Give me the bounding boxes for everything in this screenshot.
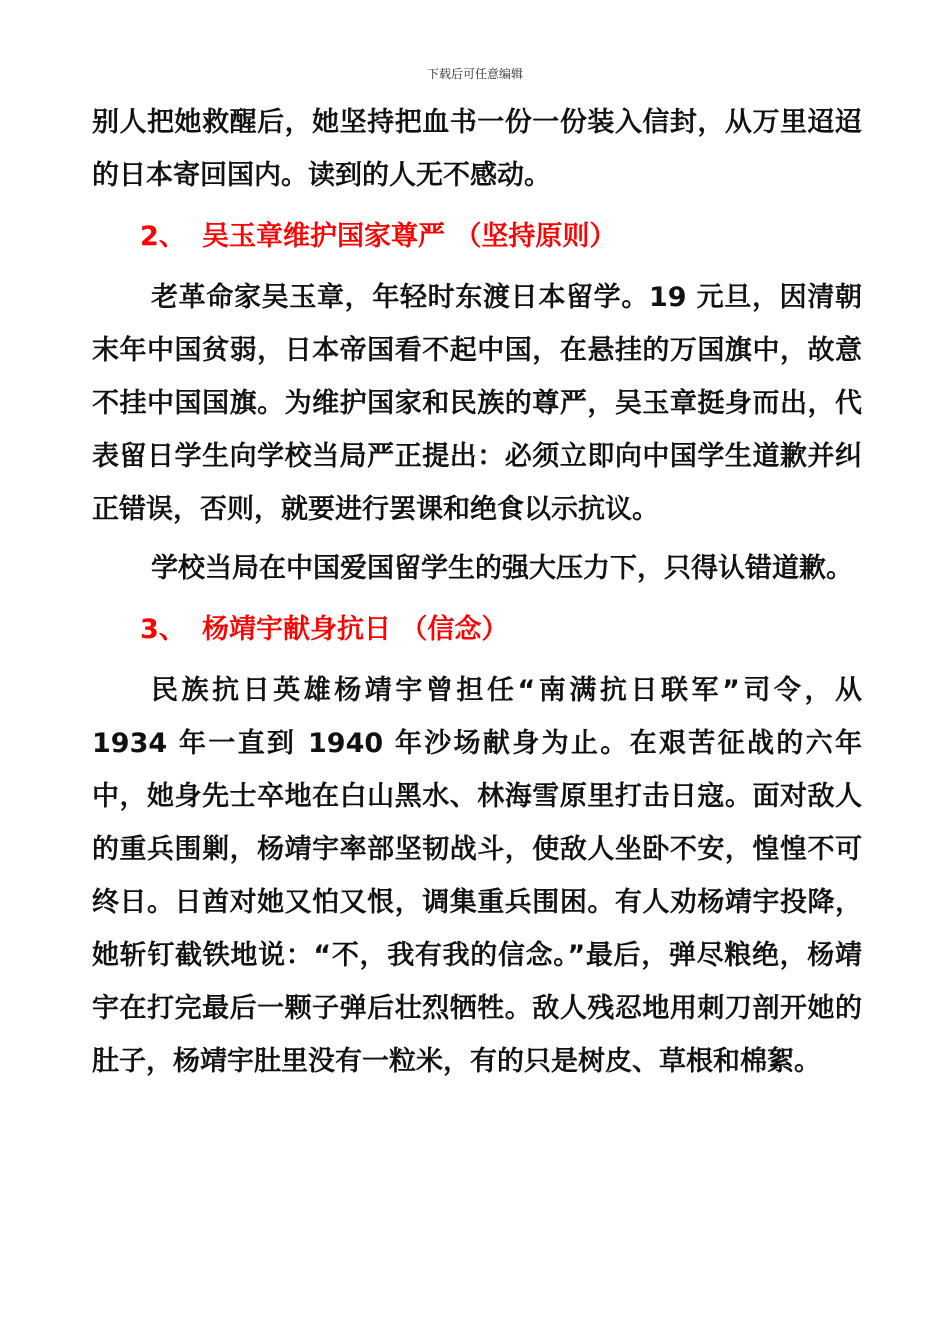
paragraph-rescue: 别人把她救醒后，她坚持把血书一份一份装入信封，从万里迢迢的日本寄回国内。读到的人无不感动。: [92, 107, 862, 191]
section-number-2: 2、: [140, 221, 186, 252]
paragraph-yang-jingyu: 民族抗日英雄杨靖宇曾担任“南满抗日联军”司令，从 1934 年一直到 1940 年沙场献身为止。在艰苦征战的六年中，她身先士卒地在白山黑水、林海雪原里打击日寇。面对敌人的重兵围剿，杨靖宇率部坚韧战斗，使敌人坐卧不安，惶惶不可终日。日酋对她又怕又恨，调集重兵围困。有人劝杨靖宇投降，她斩钉截铁地说：“不，我有我的信念。”最后，弹尽粮绝，杨靖宇在打完最后一颗子弹后壮烈牺牲。敌人残忍地用刺刀剖开她的肚子，杨靖宇肚里没有一粒米，有的只是树皮、草根和棉絮。: [92, 675, 862, 1077]
document-body: [92, 96, 862, 1088]
section-title-3: 杨靖宇献身抗日 （信念）: [202, 614, 509, 645]
page-header-note: 下载后可任意编辑: [426, 67, 523, 81]
paragraph-school-apology: 学校当局在中国爱国留学生的强大压力下，只得认错道歉。: [151, 553, 853, 584]
section-number-3: 3、: [140, 614, 186, 645]
paragraph-wu-yuzhang: 老革命家吴玉章，年轻时东渡日本留学。19 元旦，因清朝末年中国贫弱，日本帝国看不起中国，在悬挂的万国旗中，故意不挂中国国旗。为维护国家和民族的尊严，吴玉章挺身而出，代表留日学生向学校当局严正提出：必须立即向中国学生道歉并纠正错误，否则，就要进行罢课和绝食以示抗议。: [92, 282, 862, 525]
section-title-2: 吴玉章维护国家尊严 （坚持原则）: [202, 221, 617, 252]
section-heading-3: [92, 603, 862, 656]
section-heading-2: [92, 210, 862, 263]
